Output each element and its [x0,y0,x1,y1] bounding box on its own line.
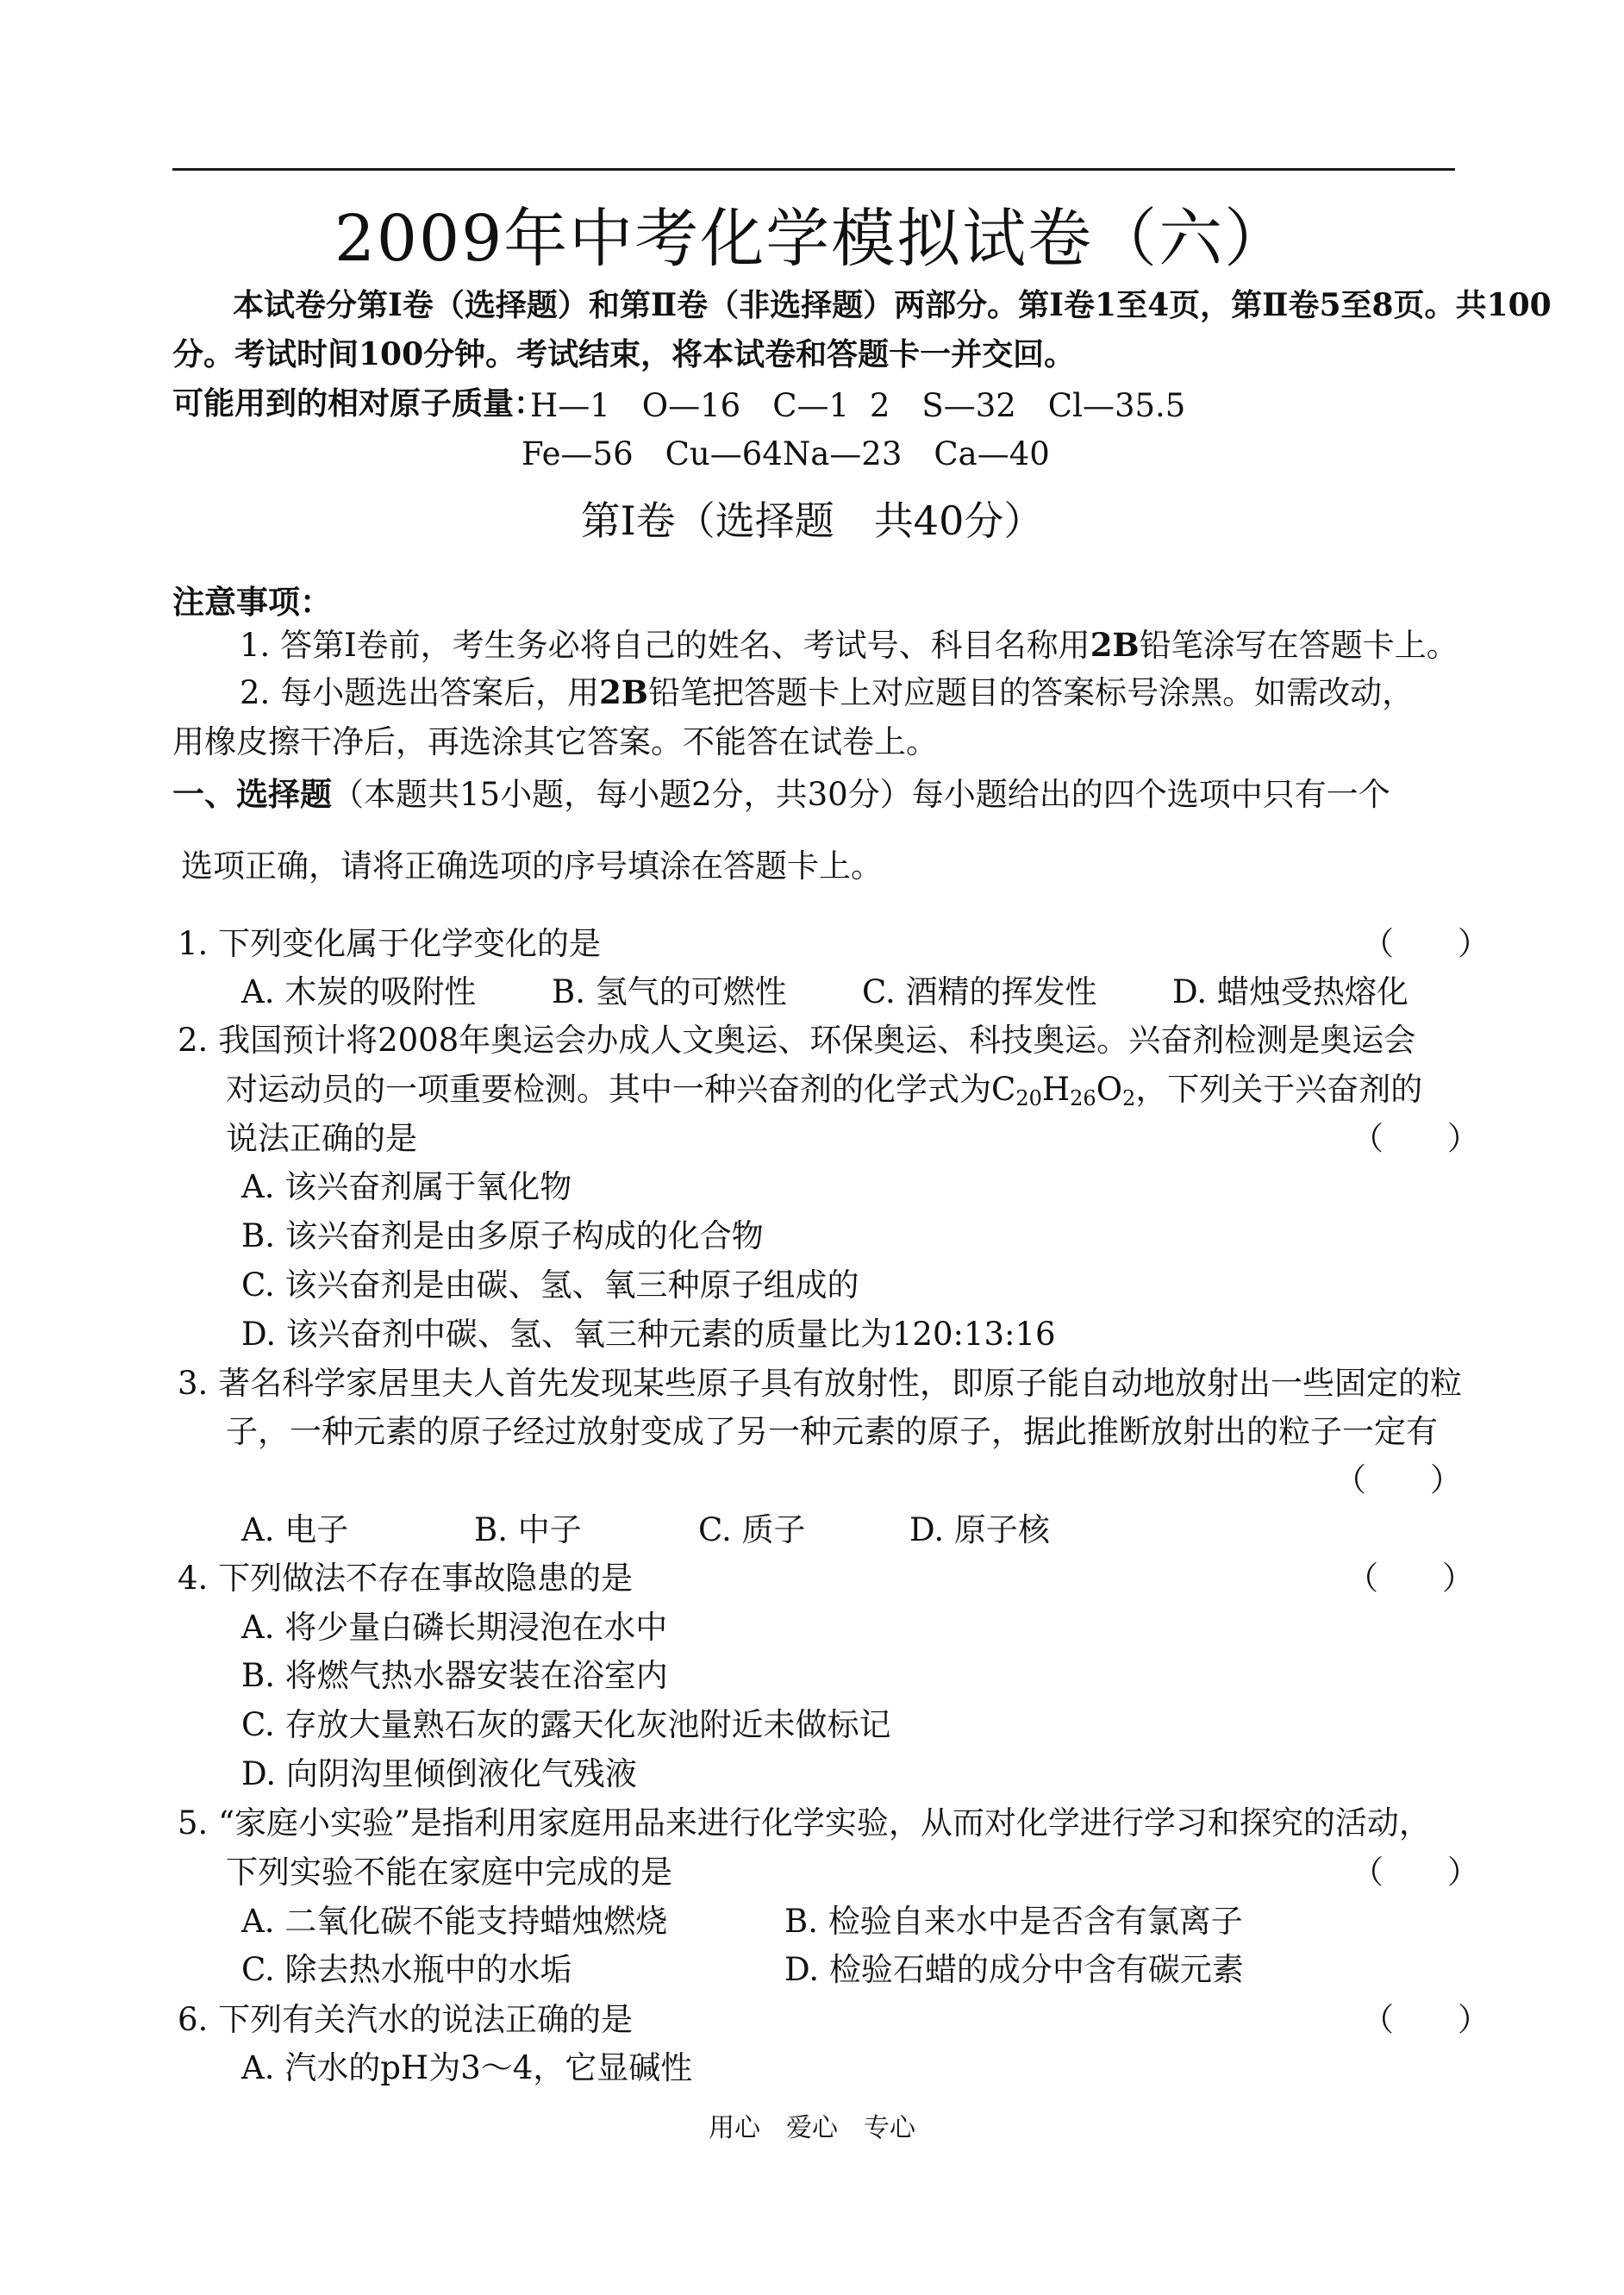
q4-option-d: D. 向阴沟里倾倒液化气残液 [241,1755,637,1792]
q5-option-b: B. 检验自来水中是否含有氯离子 [784,1903,1243,1940]
part-heading-line [172,768,1390,815]
page-footer: 用心 爱心 专心 [709,2113,915,2143]
q1-option-d: D. 蜡烛受热熔化 [1172,973,1409,1010]
note-2 [240,666,1414,713]
q2-formula-h: H [1041,1071,1071,1108]
q1-answer-parens: （ ） [1362,925,1490,962]
part-description: （本题共15小题，每小题2分，共30分）每小题给出的四个选项中只有一个 [332,776,1390,813]
page-title: 2009年中考化学模拟试卷（六） [334,202,1290,276]
q2-formula-sub-h: 26 [1070,1086,1096,1110]
note-2-bold: 2B [599,673,649,711]
atomic-masses-row-1: H—1 O—16 C—1 2 S—32 Cl—35.5 [530,387,1186,424]
q4-option-c: C. 存放大量熟石灰的露天化灰池附近未做标记 [241,1706,891,1743]
part-description-line-2: 选项正确，请将正确选项的序号填涂在答题卡上。 [181,847,883,885]
note-1-bold: 2B [1090,626,1140,664]
q5-option-a: A. 二氧化碳不能支持蜡烛燃烧 [241,1903,668,1940]
atomic-masses-label: 可能用到的相对原子质量： [172,385,546,422]
q2-option-b: B. 该兴奋剂是由多原子构成的化合物 [241,1217,764,1254]
q2-formula-o: O [1096,1071,1123,1108]
q3-option-a: A. 电子 [241,1511,349,1548]
q5-option-c: C. 除去热水瓶中的水垢 [241,1951,572,1988]
q3-option-d: D. 原子核 [909,1511,1050,1548]
q3-option-b: B. 中子 [474,1511,582,1548]
q2-formula-sub-c: 20 [1015,1086,1042,1110]
q2-line-3: 说法正确的是 [226,1120,417,1157]
header-rule [172,168,1455,171]
q5-line-2: 下列实验不能在家庭中完成的是 [226,1854,672,1891]
q3-option-c: C. 质子 [698,1511,806,1548]
q2-option-c: C. 该兴奋剂是由碳、氢、氧三种原子组成的 [241,1266,859,1304]
q6-stem: 6. 下列有关汽水的说法正确的是 [178,2001,634,2038]
atomic-masses-row-2: Fe—56 Cu—64Na—23 Ca—40 [522,435,1050,472]
q5-answer-parens: （ ） [1352,1854,1479,1891]
q2-option-a: A. 该兴奋剂属于氧化物 [241,1168,572,1205]
note-1 [240,619,1458,666]
q5-line-1: 5. “家庭小实验”是指利用家庭用品来进行化学实验，从而对化学进行学习和探究的活动， [178,1804,1431,1842]
q2-formula-sub-o: 2 [1122,1086,1136,1110]
q2-line-1: 2. 我国预计将2008年奥运会办成人文奥运、环保奥运、科技奥运。兴奋剂检测是奥运会 [178,1022,1416,1059]
notes-heading: 注意事项： [172,583,332,621]
q6-answer-parens: （ ） [1362,2001,1490,2038]
q1-option-c: C. 酒精的挥发性 [862,973,1097,1010]
q2-line-2 [226,1063,1422,1110]
q3-line-2: 子，一种元素的原子经过放射变成了另一种元素的原子，据此推断放射出的粒子一定有 [226,1413,1438,1450]
q3-line-1: 3. 著名科学家居里夫人首先发现某些原子具有放射性，即原子能自动地放射出一些固定的粒 [178,1365,1463,1402]
intro-line-2: 分。考试时间100分钟。考试结束，将本试卷和答题卡一并交回。 [172,336,1076,372]
q5-option-d: D. 检验石蜡的成分中含有碳元素 [784,1951,1244,1988]
intro-line-1: 本试卷分第Ⅰ卷（选择题）和第Ⅱ卷（非选择题）两部分。第Ⅰ卷1至4页，第Ⅱ卷5至8页。共100 [233,287,1552,323]
note-2-suffix: 铅笔把答题卡上对应题目的答案标号涂黑。如需改动， [648,674,1415,711]
q4-option-b: B. 将燃气热水器安装在浴室内 [241,1657,668,1694]
part-heading: 一、选择题 [172,775,332,813]
note-1-prefix: 1. 答第Ⅰ卷前，考生务必将自己的姓名、考试号、科目名称用 [240,627,1090,664]
q1-stem: 1. 下列变化属于化学变化的是 [178,925,602,962]
q2-line-2-prefix: 对运动员的一项重要检测。其中一种兴奋剂的化学式为C [226,1071,1016,1108]
q2-line-2-suffix: ，下列关于兴奋剂的 [1135,1071,1423,1108]
q4-option-a: A. 将少量白磷长期浸泡在水中 [241,1609,668,1646]
note-1-suffix: 铅笔涂写在答题卡上。 [1139,627,1458,664]
q1-option-a: A. 木炭的吸附性 [241,973,477,1010]
q2-answer-parens: （ ） [1352,1120,1479,1157]
q4-stem: 4. 下列做法不存在事故隐患的是 [178,1560,634,1597]
note-2-prefix: 2. 每小题选出答案后，用 [240,674,600,711]
q4-answer-parens: （ ） [1346,1560,1474,1597]
note-2-line-2: 用橡皮擦干净后，再选涂其它答案。不能答在试卷上。 [172,723,938,760]
q6-option-a: A. 汽水的pH为3～4，它显碱性 [241,2049,693,2086]
q3-answer-parens: （ ） [1334,1461,1462,1498]
section-title: 第Ⅰ卷（选择题 共40分） [580,497,1044,544]
q1-option-b: B. 氢气的可燃性 [552,973,787,1010]
q2-option-d: D. 该兴奋剂中碳、氢、氧三种元素的质量比为120:13:16 [241,1316,1056,1353]
